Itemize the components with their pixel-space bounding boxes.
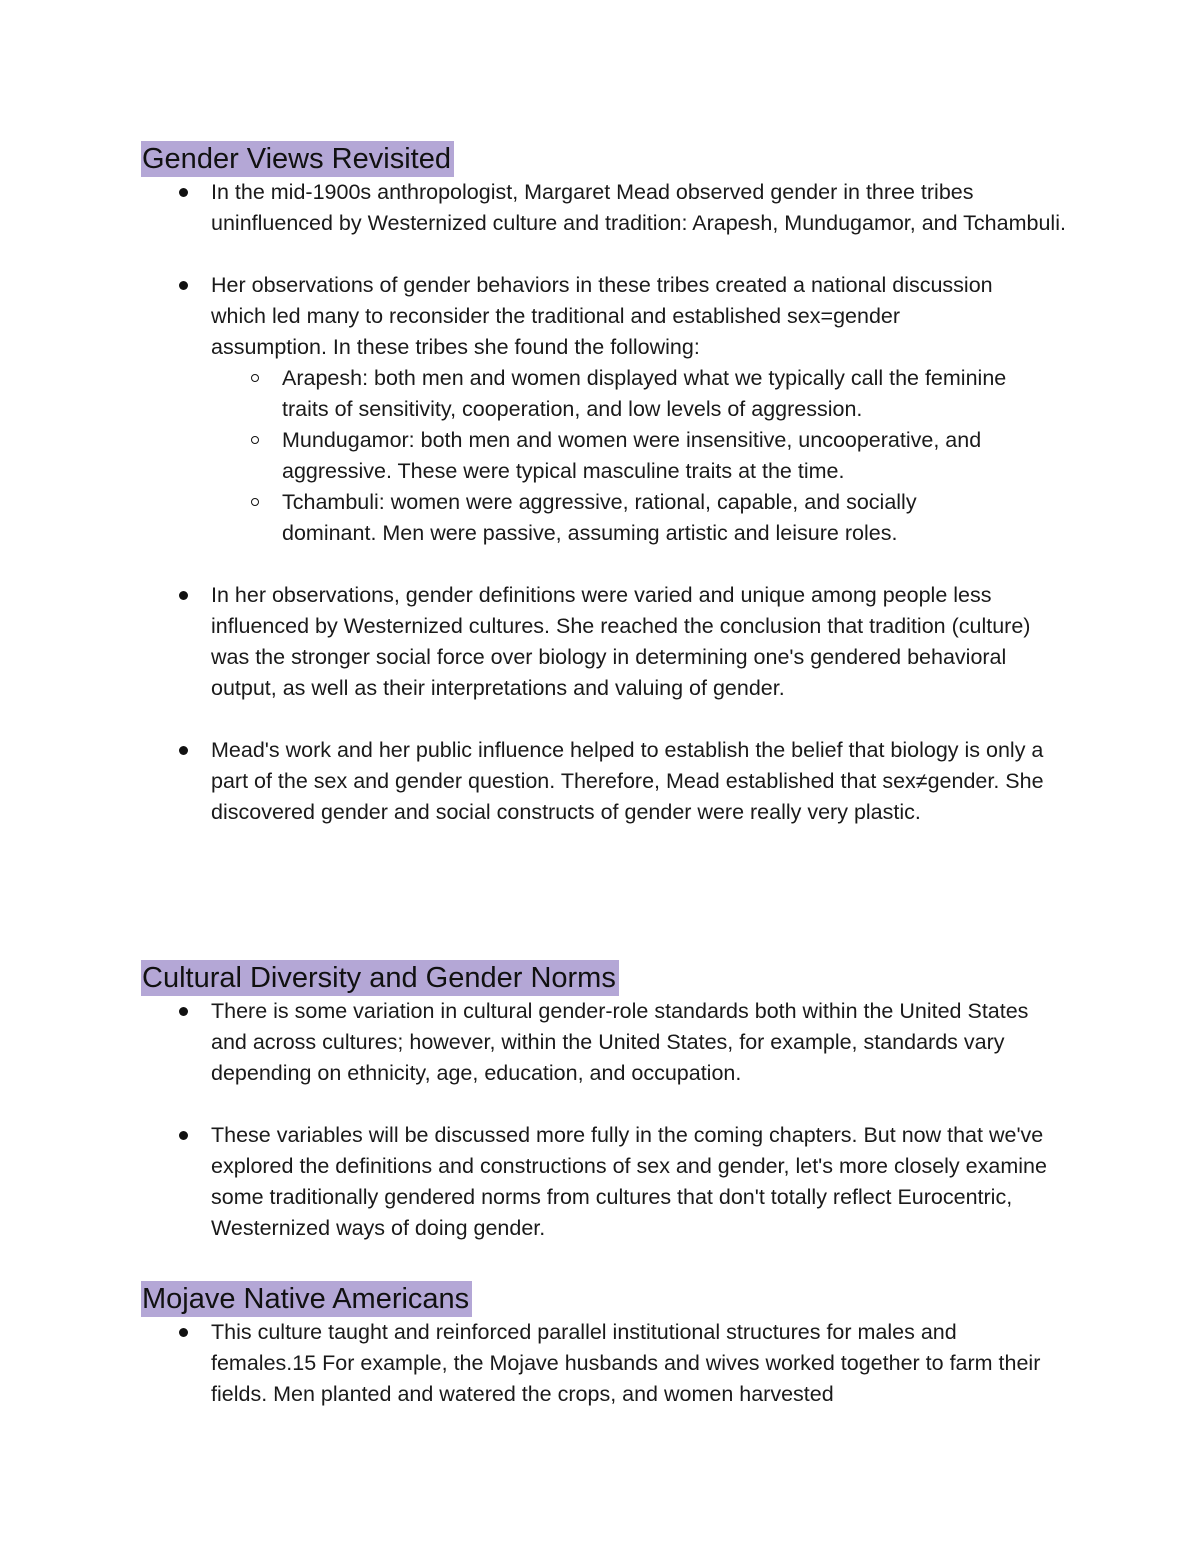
- sub-list-item: [141, 425, 1051, 487]
- list-item-text: In her observations, gender definitions were varied and unique among people less influenced by Westernized cultures. She reached the conclusion that tradition (culture) was the stronger social force over biology in determining one's gendered behavioral output, as well as their interpretations and valuing of gender.: [211, 583, 1031, 700]
- list-item-text: These variables will be discussed more fully in the coming chapters. But now that we've explored the definitions and constructions of sex and gender, let's more closely examine some traditionally gendered norms from cultures that don't totally reflect Eurocentric, Westernized ways of doing gender.: [211, 1123, 1047, 1240]
- section-heading: Mojave Native Americans: [141, 1281, 472, 1317]
- bullet-icon: [179, 591, 188, 600]
- list-item: [141, 270, 1011, 549]
- sub-list-item: [141, 487, 982, 549]
- hollow-bullet-icon: [251, 374, 259, 382]
- sub-bullet-list: [141, 363, 1051, 549]
- section-mojave-native-americans: [141, 1281, 1071, 1410]
- section-heading: Gender Views Revisited: [141, 141, 454, 177]
- bullet-icon: [179, 746, 188, 755]
- bullet-list: [141, 996, 1071, 1244]
- list-item-text: In the mid-1900s anthropologist, Margaret Mead observed gender in three tribes uninfluenced by Westernized culture and tradition: Arapesh, Mundugamor, and Tchambuli.: [211, 180, 1066, 235]
- list-item-text: There is some variation in cultural gender-role standards both within the United States and across cultures; however, within the United States, for example, standards vary depending on ethnicity, age, education, and occupation.: [211, 999, 1029, 1085]
- list-item-text: Mead's work and her public influence helped to establish the belief that biology is only a part of the sex and gender question. Therefore, Mead established that sex≠gender. She discovered gender and social constructs of gender were really very plastic.: [211, 738, 1044, 824]
- bullet-icon: [179, 281, 188, 290]
- list-item: [141, 580, 1051, 704]
- hollow-bullet-icon: [251, 436, 259, 444]
- list-item: [141, 735, 1061, 828]
- hollow-bullet-icon: [251, 498, 259, 506]
- section-cultural-diversity: [141, 960, 1071, 1244]
- bullet-icon: [179, 1131, 188, 1140]
- bullet-icon: [179, 188, 188, 197]
- list-item: [141, 177, 1071, 239]
- bullet-icon: [179, 1007, 188, 1016]
- list-item: [141, 996, 1051, 1089]
- list-item-text: Her observations of gender behaviors in these tribes created a national discussion which led many to reconsider the traditional and established sex=gender assumption. In these tribes she found the following:: [211, 273, 993, 359]
- list-item: [141, 1317, 1061, 1410]
- sub-list-item: [141, 363, 1051, 425]
- bullet-list: [141, 177, 1071, 828]
- list-item: [141, 1120, 1071, 1244]
- sub-list-item-text: Mundugamor: both men and women were insensitive, uncooperative, and aggressive. These were typical masculine traits at the time.: [282, 428, 982, 483]
- sub-list-item-text: Arapesh: both men and women displayed what we typically call the feminine traits of sensitivity, cooperation, and low levels of aggression.: [282, 366, 1007, 421]
- section-heading: Cultural Diversity and Gender Norms: [141, 960, 619, 996]
- section-gender-views-revisited: [141, 141, 1071, 828]
- bullet-icon: [179, 1328, 188, 1337]
- list-item-text: This culture taught and reinforced parallel institutional structures for males and females.15 For example, the Mojave husbands and wives worked together to farm their fields. Men planted and watered the crops, and women harvested: [211, 1320, 1041, 1406]
- sub-list-item-text: Tchambuli: women were aggressive, rational, capable, and socially dominant. Men were passive, assuming artistic and leisure roles.: [282, 490, 917, 545]
- bullet-list: [141, 1317, 1071, 1410]
